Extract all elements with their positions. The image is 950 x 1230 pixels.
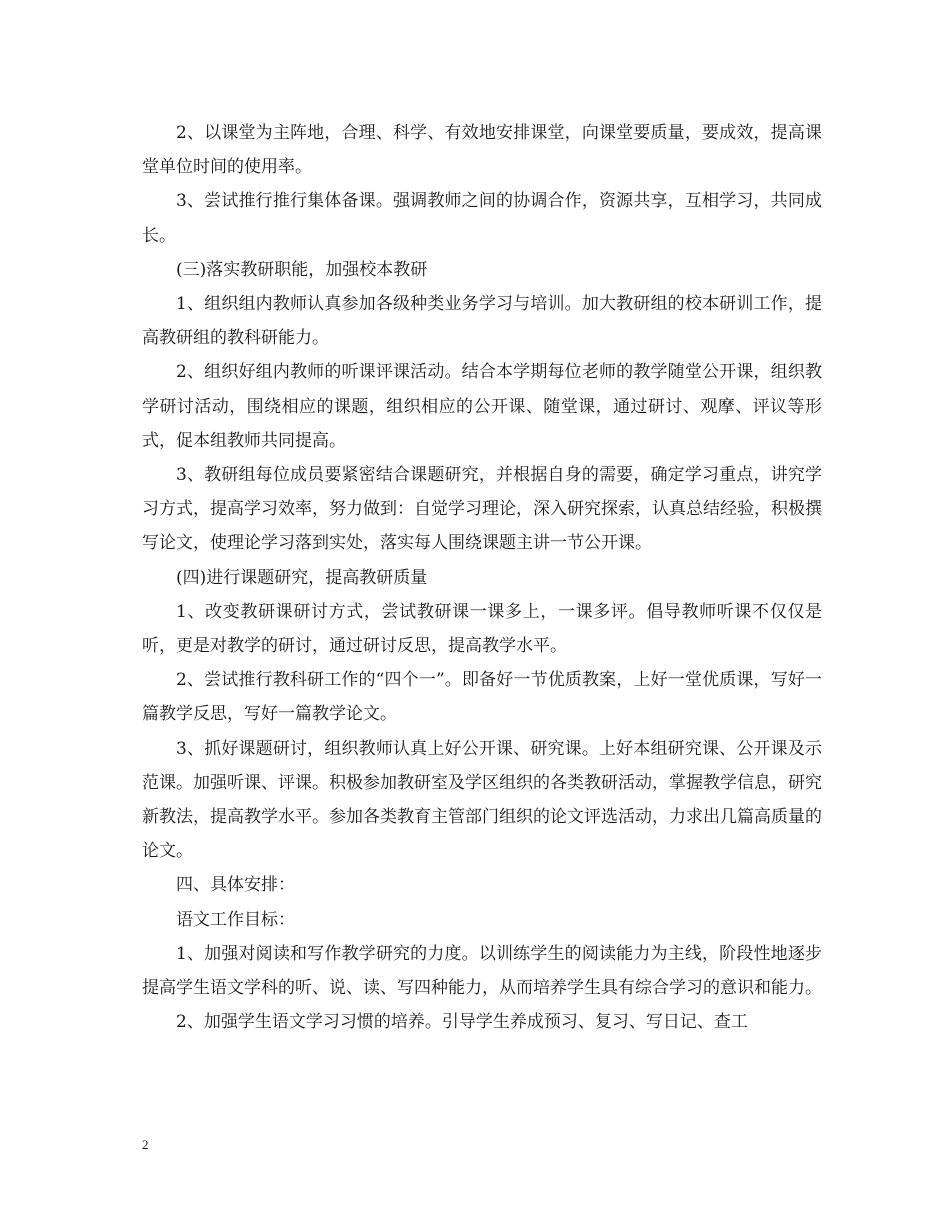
section-heading: 四、具体安排： <box>176 875 295 896</box>
body-text <box>142 116 822 1039</box>
page-number: 2 <box>142 1137 149 1152</box>
section-heading: (三)落实教研职能，加强校本教研 <box>176 259 428 280</box>
paragraph: 2、加强学生语文学习习惯的培养。引导学生养成预习、复习、写日记、查工 <box>176 1012 748 1033</box>
paragraph: 2、以课堂为主阵地，合理、科学、有效地安排课堂，向课堂要质量，要成效，提高课堂单位时间的使用率。 <box>142 123 822 178</box>
paragraph: 1、加强对阅读和写作教学研究的力度。以训练学生的阅读能力为主线，阶段性地逐步提高学生语文学科的听、说、读、写四种能力，从而培养学生具有综合学习的意识和能力。 <box>142 943 822 999</box>
subheading: 语文工作目标： <box>176 909 295 930</box>
paragraph: 1、组织组内教师认真参加各级种类业务学习与培训。加大教研组的校本研训工作，提高教研组的教科研能力。 <box>142 294 822 349</box>
paragraph: 1、改变教研课研讨方式，尝试教研课一课多上，一课多评。倡导教师听课不仅仅是听，更是对教学的研讨，通过研讨反思，提高教学水平。 <box>142 601 822 657</box>
paragraph: 2、尝试推行教科研工作的“四个一”。即备好一节优质教案，上好一堂优质课，写好一篇教学反思，写好一篇教学论文。 <box>142 670 822 725</box>
paragraph: 3、教研组每位成员要紧密结合课题研究，并根据自身的需要，确定学习重点，讲究学习方式，提高学习效率，努力做到：自觉学习理论，深入研究探索，认真总结经验，积极撰写论文，使理论学习落到实处，落实每人围绕课题主讲一节公开课。 <box>142 465 822 554</box>
paragraph: 3、尝试推行推行集体备课。强调教师之间的协调合作，资源共享，互相学习，共同成长。 <box>142 191 822 246</box>
paragraph: 2、组织好组内教师的听课评课活动。结合本学期每位老师的教学随堂公开课，组织教学研讨活动，围绕相应的课题，组织相应的公开课、随堂课，通过研讨、观摩、评议等形式，促本组教师共同提高。 <box>142 362 822 451</box>
section-heading: (四)进行课题研究，提高教研质量 <box>176 567 428 588</box>
paragraph: 3、抓好课题研讨，组织教师认真上好公开课、研究课。上好本组研究课、公开课及示范课。加强听课、评课。积极参加教研室及学区组织的各类教研活动，掌握教学信息，研究新教法，提高教学水平。参加各类教育主管部门组织的论文评选活动，力求出几篇高质量的论文。 <box>142 738 822 862</box>
